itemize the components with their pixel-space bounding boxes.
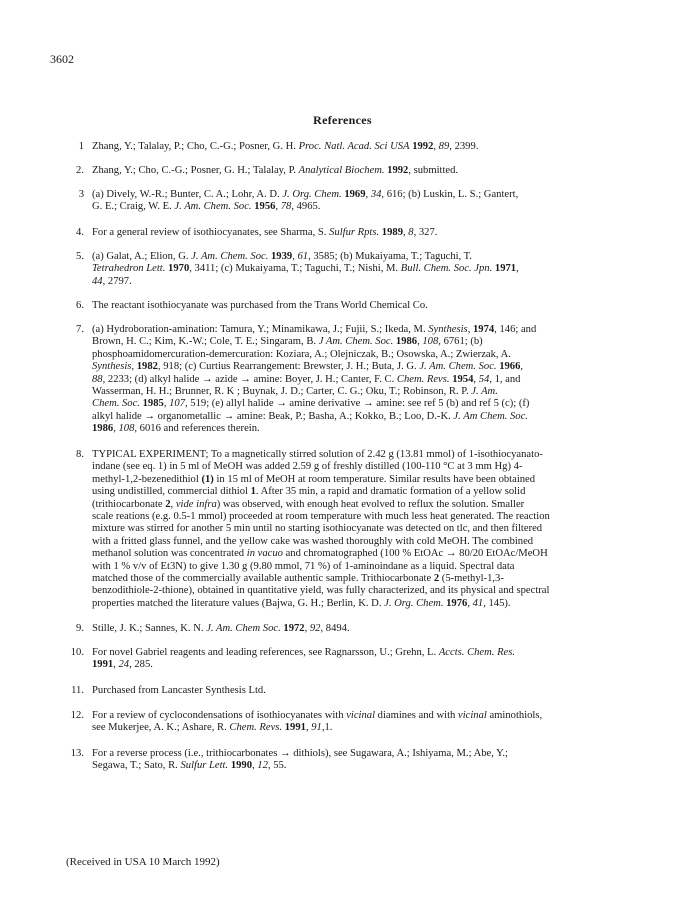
reference-text: TYPICAL EXPERIMENT; To a magnetically stirred solution of 2.42 g (13.81 mmol) of 1-isothiocyanato- indane (see eq. 1) in 5 ml of MeOH was added 2.59 g of freshly distilled (100-110 °C at 3 mm Hg) 4- methyl-1,2-bezenedithiol (1) in 15 ml of MeOH at room temperature. Similar results have been obtained using undistilled, commercial dithiol 1. After 35 min, a rapid and dramatic formation of a yellow solid (trithiocarbonate 2, vide infra) was observed, with enough heat evolved to reflux the solution. Smaller scale reations (e.g. 0.5-1 mmol) proceeded at room temperature with much less heat generated. The reaction mixture was stirred for another 5 min until no starting isothiocyanate was detected on tlc, and then filtered with a fritted glass funnel, and the yellow cake was washed thoroughly with cold MeOH. The combined methanol solution was concentrated in vacuo and chromatographed (100 % EtOAc → 80/20 EtOAc/MeOH with 1 % v/v of Et3N) to give 1.30 g (9.80 mmol, 71 %) of 1-aminoindane as a liquid. Spectral data matched those of the commercially available authentic sample. Trithiocarbonate 2 (5-methyl-1,3- benzodithiole-2-thione), obtained in quantitative yield, was fully characterized, and its physical and spectral properties matched the literature values (Bajwa, G. H.; Berlin, K. D. J. Org. Chem. 1976, 41, 145). [92,449,550,609]
reference-number: 4. [76,227,84,238]
reference-text: Purchased from Lancaster Synthesis Ltd. [92,685,266,696]
reference-text: Stille, J. K.; Sannes, K. N. J. Am. Chem Soc. 1972, 92, 8494. [92,623,350,634]
reference-number: 12. [70,710,84,721]
reference-number: 1 [78,141,84,152]
reference-number: 2. [76,165,84,176]
reference-number: 10. [70,647,84,658]
reference-text: For a reverse process (i.e., trithiocarbonates → dithiols), see Sugawara, A.; Ishiyama, M.; Abe, Y.; Segawa, T.; Sato, R. Sulfur Lett. 1990, 12, 55. [92,748,508,772]
reference-text: For a general review of isothiocyanates, see Sharma, S. Sulfur Rpts. 1989, 8, 327. [92,227,438,238]
references-heading: References [313,113,372,127]
reference-text: (a) Hydroboration-amination: Tamura, Y.; Minamikawa, J.; Fujii, S.; Ikeda, M. Synthesis, 1974, 146; and Brown, H. C.; Kim, K.-W.; Cole, T. E.; Singaram, B. J Am. Chem. Soc. 1986, 108, 6761; (b) phosphoamidomercuration-demercuration: Koziara, A.; Olejniczak, B.; Osowska, A.; Zwierzak, A. Synthesis, 1982, 918; (c) Curtius Rearrangement: Brewster, J. H.; Buta, J. G. J. Am. Chem. Soc. 1966, 88, 2233; (d) alkyl halide → azide → amine: Boyer, J. H.; Canter, F. C. Chem. Revs. 1954, 54, 1, and Wasserman, H. H.; Brunner, R. K ; Buynak, J. D.; Carter, C. G.; Oku, T.; Robinson, R. P. J. Am. Chem. Soc. 1985, 107, 519; (e) allyl halide → amine derivative → amine: see ref 5 (b) and ref 5 (c); (f) alkyl halide → organometallic → amine: Beak, P.; Basha, A.; Kokko, B.; Loo, D.-K. J. Am Chem. Soc. 1986, 108, 6016 and references therein. [92,324,537,435]
reference-number: 8. [76,449,84,460]
reference-number: 9. [76,623,84,634]
reference-number: 7. [76,324,84,335]
received-date: (Received in USA 10 March 1992) [66,856,220,868]
reference-number: 13. [70,748,84,759]
reference-text: Zhang, Y.; Talalay, P.; Cho, C.-G.; Posner, G. H. Proc. Natl. Acad. Sci USA 1992, 89, 2399. [92,141,479,152]
reference-text: The reactant isothiocyanate was purchased from the Trans World Chemical Co. [92,300,428,311]
reference-text: For a review of cyclocondensations of isothiocyanates with vicinal diamines and with vicinal aminothiols, see Mukerjee, A. K.; Ashare, R. Chem. Revs. 1991, 91,1. [92,710,543,734]
reference-number: 3 [78,189,84,200]
reference-number: 6. [76,300,84,311]
page-number: 3602 [50,52,74,66]
reference-text: For novel Gabriel reagents and leading references, see Ragnarsson, U.; Grehn, L. Accts. Chem. Res. 1991, 24, 285. [92,647,516,671]
reference-text: (a) Galat, A.; Elion, G. J. Am. Chem. Soc. 1939, 61, 3585; (b) Mukaiyama, T.; Taguchi, T. Tetrahedron Lett. 1970, 3411; (c) Mukaiyama, T.; Taguchi, T.; Nishi, M. Bull. Chem. Soc. Jpn. 1971, 44, 2797. [92,251,519,287]
reference-number: 5. [76,251,84,262]
reference-text: Zhang, Y.; Cho, C.-G.; Posner, G. H.; Talalay, P. Analytical Biochem. 1992, submitted. [92,165,459,176]
reference-number: 11. [71,685,84,696]
reference-text: (a) Dively, W.-R.; Bunter, C. A.; Lohr, A. D. J. Org. Chem. 1969, 34, 616; (b) Luskin, L. S.; Gantert, G. E.; Craig, W. E. J. Am. Chem. Soc. 1956, 78, 4965. [92,189,519,213]
